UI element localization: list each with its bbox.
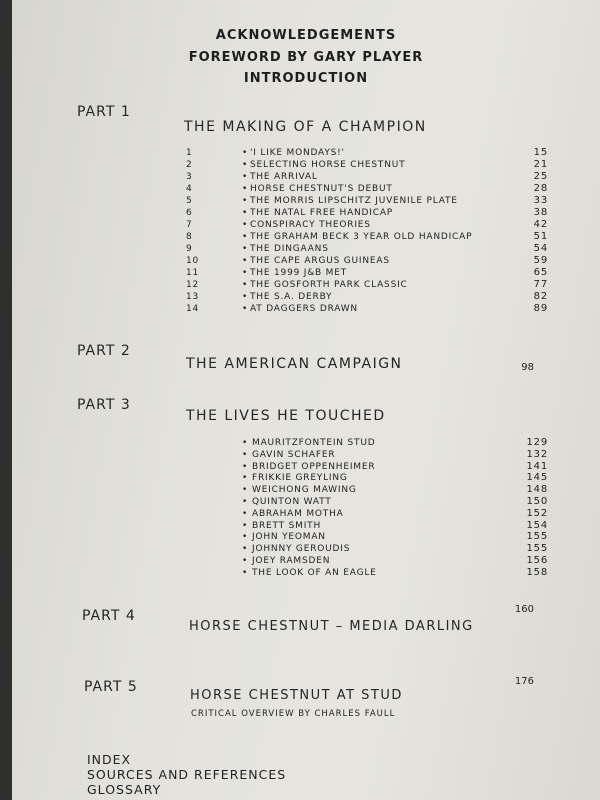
- bullet-icon: •: [242, 567, 249, 578]
- chapter-title: CONSPIRACY THEORIES: [250, 220, 371, 230]
- bullet-icon: •: [242, 220, 249, 230]
- profile-title: THE LOOK OF AN EAGLE: [252, 567, 377, 578]
- bullet-icon: •: [242, 438, 249, 448]
- chapter-row: [186, 303, 556, 315]
- foreword-heading: FOREWORD BY GARY PLAYER: [188, 50, 424, 65]
- chapter-page: 65: [533, 267, 548, 278]
- chapter-row: [186, 243, 556, 255]
- bullet-icon: •: [242, 268, 249, 278]
- chapter-title: THE GOSFORTH PARK CLASSIC: [250, 280, 408, 290]
- part-3-title: THE LIVES HE TOUCHED: [186, 408, 386, 424]
- chapter-title: HORSE CHESTNUT'S DEBUT: [250, 184, 393, 194]
- chapter-row: [186, 171, 556, 183]
- chapter-row: [186, 219, 556, 231]
- chapter-page: 59: [533, 255, 548, 266]
- chapter-number: 2: [186, 160, 193, 170]
- chapter-number: 7: [186, 220, 193, 230]
- bullet-icon: •: [242, 304, 249, 314]
- profile-row: [240, 461, 560, 473]
- bullet-icon: •: [242, 172, 249, 182]
- profile-row: [240, 472, 560, 484]
- chapter-row: [186, 207, 556, 219]
- bullet-icon: •: [242, 461, 249, 472]
- bullet-icon: •: [242, 244, 249, 254]
- chapter-row: [186, 279, 556, 291]
- chapter-title: THE 1999 J&B MET: [250, 268, 348, 278]
- bullet-icon: •: [242, 544, 249, 555]
- profile-page: 150: [526, 496, 548, 507]
- bullet-icon: •: [242, 184, 249, 194]
- introduction-heading: INTRODUCTION: [243, 71, 369, 86]
- profile-page: 155: [526, 531, 548, 543]
- part-4-page: 160: [514, 604, 534, 615]
- chapter-page: 42: [533, 219, 548, 230]
- chapter-row: [186, 291, 556, 303]
- bullet-icon: •: [242, 497, 249, 507]
- part-5-label: PART 5: [84, 679, 138, 695]
- bullet-icon: •: [242, 473, 249, 484]
- part-1-title: THE MAKING OF A CHAMPION: [184, 119, 427, 135]
- chapter-number: 1: [186, 148, 193, 158]
- part-2-label: PART 2: [77, 343, 131, 359]
- chapter-row: [186, 147, 556, 159]
- profile-row: [240, 508, 560, 520]
- profile-title: BRETT SMITH: [252, 520, 322, 531]
- chapter-page: 15: [533, 147, 548, 158]
- bullet-icon: •: [242, 449, 249, 460]
- profile-page: 145: [526, 472, 548, 484]
- profile-row: [240, 484, 560, 496]
- chapter-title: SELECTING HORSE CHESTNUT: [250, 160, 406, 170]
- chapter-row: [186, 183, 556, 195]
- profile-page: 148: [526, 484, 548, 496]
- chapter-page: 28: [533, 183, 548, 194]
- part-2-page: 98: [521, 362, 534, 373]
- acknowledgements-heading: ACKNOWLEDGEMENTS: [215, 28, 397, 43]
- glossary-heading: GLOSSARY: [87, 782, 162, 797]
- profile-row: [240, 543, 560, 555]
- profile-title: MAURITZFONTEIN STUD: [252, 438, 376, 448]
- profile-title: QUINTON WATT: [252, 497, 332, 507]
- profile-title: WEICHONG MAWING: [252, 485, 357, 496]
- chapter-title: THE DINGAANS: [250, 244, 329, 254]
- chapter-number: 5: [186, 196, 193, 206]
- bullet-icon: •: [242, 556, 249, 566]
- index-heading: INDEX: [87, 752, 132, 767]
- profile-row: [240, 496, 560, 508]
- chapter-page: 82: [533, 291, 548, 302]
- profile-row: [240, 531, 560, 543]
- profile-row: [240, 520, 560, 532]
- profile-page: 141: [526, 460, 548, 472]
- chapter-title: THE S.A. DERBY: [250, 292, 333, 302]
- part-3-label: PART 3: [77, 397, 131, 413]
- chapter-page: 89: [533, 303, 548, 314]
- bullet-icon: •: [242, 520, 249, 531]
- bullet-icon: •: [242, 160, 249, 170]
- profile-page: 129: [526, 437, 548, 448]
- bullet-icon: •: [242, 232, 249, 242]
- chapter-row: [186, 195, 556, 207]
- bullet-icon: •: [242, 485, 249, 496]
- part-2-title: THE AMERICAN CAMPAIGN: [186, 356, 403, 372]
- bullet-icon: •: [242, 208, 249, 218]
- chapter-number: 13: [186, 292, 200, 302]
- bullet-icon: •: [242, 256, 249, 266]
- chapter-title: THE MORRIS LIPSCHITZ JUVENILE PLATE: [250, 196, 458, 206]
- profile-page: 152: [526, 507, 548, 519]
- profile-row: [240, 567, 560, 579]
- chapter-title: THE NATAL FREE HANDICAP: [250, 208, 394, 218]
- chapter-number: 6: [186, 208, 193, 218]
- chapter-row: [186, 159, 556, 171]
- profile-row: [240, 555, 560, 567]
- part-1-label: PART 1: [77, 104, 131, 120]
- chapter-page: 25: [533, 171, 548, 182]
- chapter-row: [186, 231, 556, 243]
- profile-title: GAVIN SCHAFER: [252, 449, 336, 460]
- bullet-icon: •: [242, 148, 249, 158]
- bullet-icon: •: [242, 532, 249, 543]
- chapter-page: 54: [533, 243, 548, 254]
- bullet-icon: •: [242, 292, 249, 302]
- bullet-icon: •: [242, 508, 249, 519]
- profile-page: 154: [526, 519, 548, 531]
- part-5-title: HORSE CHESTNUT AT STUD: [190, 688, 403, 703]
- chapter-title: THE ARRIVAL: [250, 172, 318, 182]
- bullet-icon: •: [242, 196, 249, 206]
- profile-page: 156: [526, 555, 548, 566]
- chapter-row: [186, 267, 556, 279]
- chapter-number: 14: [186, 304, 200, 314]
- chapter-number: 9: [186, 244, 193, 254]
- profile-page: 132: [526, 448, 548, 460]
- chapter-title: 'I LIKE MONDAYS!': [250, 148, 345, 158]
- sources-heading: SOURCES AND REFERENCES: [87, 767, 287, 782]
- part-4-label: PART 4: [82, 608, 136, 624]
- part-5-subtitle: CRITICAL OVERVIEW BY CHARLES FAULL: [191, 709, 396, 719]
- profile-title: FRIKKIE GREYLING: [252, 473, 348, 484]
- chapter-number: 3: [186, 172, 193, 182]
- chapter-page: 38: [533, 207, 548, 218]
- chapter-number: 4: [186, 184, 193, 194]
- chapter-number: 12: [186, 280, 200, 290]
- profile-title: JOEY RAMSDEN: [252, 556, 331, 566]
- chapter-page: 77: [533, 279, 548, 290]
- bullet-icon: •: [242, 280, 249, 290]
- profile-page: 155: [526, 543, 548, 555]
- profile-row: [240, 449, 560, 461]
- profile-title: JOHNNY GEROUDIS: [252, 544, 351, 555]
- chapter-title: THE GRAHAM BECK 3 YEAR OLD HANDICAP: [250, 232, 473, 242]
- chapter-number: 8: [186, 232, 193, 242]
- part-5-page: 176: [514, 676, 534, 687]
- chapter-number: 11: [186, 268, 200, 278]
- chapter-title: AT DAGGERS DRAWN: [250, 304, 358, 314]
- profile-title: JOHN YEOMAN: [252, 532, 326, 543]
- profile-title: BRIDGET OPPENHEIMER: [252, 461, 376, 472]
- profile-title: ABRAHAM MOTHA: [252, 508, 344, 519]
- chapter-number: 10: [186, 256, 200, 266]
- part-4-title: HORSE CHESTNUT – MEDIA DARLING: [189, 619, 474, 634]
- chapter-page: 33: [533, 195, 548, 206]
- chapter-row: [186, 255, 556, 267]
- book-page: [12, 0, 600, 800]
- profile-row: [240, 437, 560, 449]
- chapter-title: THE CAPE ARGUS GUINEAS: [250, 256, 390, 266]
- chapter-page: 21: [533, 159, 548, 170]
- profile-page: 158: [526, 566, 548, 578]
- chapter-page: 51: [533, 231, 548, 242]
